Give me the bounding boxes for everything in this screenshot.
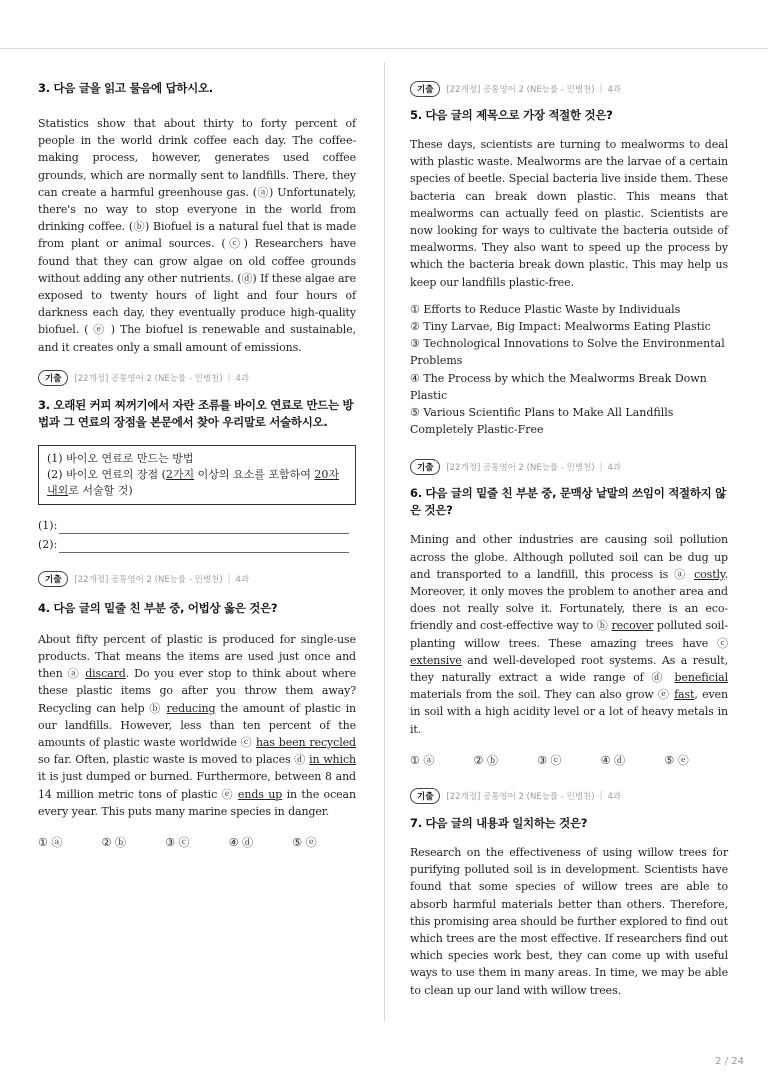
question-6-passage: Mining and other industries are causing soil pollution across the globe. Although polluted soil can be dug up and transported to a landfill, this process is ⓐ costly. Moreover, it only moves the problem to another area and does not really solve it. Fortunately, there is an eco-friendly and cost-effective way to ⓑ recover polluted soil-planting willow trees. These amazing trees have ⓒ extensive and well-developed root systems. As a result, they naturally extract a wide range of ⓓ beneficial materials from the soil. They can also grow ⓔ fast, even in soil with a high acidity level or a lot of heavy metals in it.	[410, 533, 728, 736]
source-lesson: 4과	[607, 84, 622, 95]
option[interactable]: ② ⓑ	[473, 753, 498, 767]
source-badge: 기출	[38, 370, 68, 386]
question-7-title: 7. 다음 글의 내용과 일치하는 것은?	[410, 815, 588, 830]
option[interactable]: ⑤ ⓔ	[292, 836, 317, 850]
header-rule	[0, 48, 768, 49]
option[interactable]: ⑤ ⓔ	[664, 753, 689, 767]
question-3b-source-tag: 기출 [22개정] 공통영어 2 (NE능률 - 민병천) | 4과	[38, 370, 356, 387]
question-6-options	[410, 752, 728, 768]
choice[interactable]: ④ The Process by which the Mealworms Break Down Plastic	[410, 371, 707, 402]
source-curriculum: [22개정] 공통영어 2 (NE능률 - 민병천)	[74, 374, 223, 385]
question-5-passage: These days, scientists are turning to mealworms to deal with plastic waste. Mealworms are the larvae of a certain species of beetle. Special bacteria live inside them. These bacteria can break down plastic. This means that mealworms can actually feed on plastic. Scientists are now looking for ways to cultivate the bacteria outside of mealworms. They also want to speed up the process by which the bacteria break down plastic. This may help us keep our landfills plastic-free.	[410, 138, 728, 289]
source-curriculum: [22개정] 공통영어 2 (NE능률 - 민병천)	[446, 84, 595, 95]
question-4-passage: About fifty percent of plastic is produced for single-use products. That means the items are used just once and then ⓐ discard. Do you ever stop to think about where these plastic items go after you throw them away? Recycling can help ⓑ reducing the amount of plastic in our landfills. However, less than ten percent of the amounts of plastic waste worldwide ⓒ has been recycled so far. Often, plastic waste is moved to places ⓓ in which it is just dumped or burned. Furthermore, between 8 and 14 million metric tons of plastic ⓔ ends up in the ocean every year. This puts many marine species in danger.	[38, 632, 356, 818]
source-lesson: 4과	[607, 462, 622, 473]
option[interactable]: ① ⓐ	[38, 836, 63, 850]
source-curriculum: [22개정] 공통영어 2 (NE능률 - 민병천)	[446, 462, 595, 473]
question-7-source-tag: 기출 [22개정] 공통영어 2 (NE능률 - 민병천) | 4과	[410, 788, 728, 805]
answer-condition-box	[38, 445, 356, 505]
source-badge: 기출	[410, 788, 440, 804]
option[interactable]: ③ ⓒ	[537, 753, 562, 767]
condition-line-1: (1) 바이오 연료로 만드는 방법	[47, 451, 194, 465]
question-3a-passage: Statistics show that about thirty to forty percent of people in the world drink coffee each day. The coffee-making process, however, generates used coffee grounds, which are normally sent to landfills. There, they can create a harmful greenhouse gas. (ⓐ) Unfortunately, there's no way to stop everyone in the world from drinking coffee. (ⓑ) Biofuel is a natural fuel that is made from plant or animal sources. (ⓒ) Researchers have found that they can grow algae on old coffee grounds without adding any other nutrients. (ⓓ) If these algae are exposed to twenty hours of light and four hours of darkness each day, they eventually produce high-quality biofuel. ( ⓔ ) The biofuel is renewable and sustainable, and it creates only a small amount of emissions.	[38, 117, 356, 354]
option[interactable]: ③ ⓒ	[165, 836, 190, 850]
question-3b-title: 3. 오래된 커피 찌꺼기에서 자란 조류를 바이오 연료로 만드는 방법과 그 연료의 장점을 본문에서 찾아 우리말로 서술하시오.	[38, 397, 354, 429]
condition-line-2: (2) 바이오 연료의 장점 (2가지 이상의 요소를 포함하여 20자 내외로 서술할 것)	[47, 467, 340, 497]
option[interactable]: ④ ⓓ	[228, 836, 254, 850]
source-badge: 기출	[410, 459, 440, 475]
page-number: 2 / 24	[715, 1056, 744, 1067]
source-lesson: 4과	[235, 374, 250, 385]
choice[interactable]: ⑤ Various Scientific Plans to Make All Landfills Completely Plastic-Free	[410, 406, 674, 437]
left-column	[38, 80, 356, 850]
source-lesson: 4과	[607, 792, 622, 803]
question-4-options	[38, 834, 356, 850]
choice[interactable]: ② Tiny Larvae, Big Impact: Mealworms Eating Plastic	[410, 320, 711, 334]
source-curriculum: [22개정] 공통영어 2 (NE능률 - 민병천)	[446, 792, 595, 803]
question-4-title: 4. 다음 글의 밑줄 친 부분 중, 어법상 옳은 것은?	[38, 600, 278, 615]
question-5-choices	[410, 301, 728, 439]
answer-blank-2[interactable]: (2):	[38, 536, 356, 553]
source-lesson: 4과	[235, 575, 250, 586]
question-3a-title: 3. 다음 글을 읽고 물음에 답하시오.	[38, 81, 213, 95]
right-column	[410, 80, 728, 999]
source-badge: 기출	[410, 81, 440, 97]
option[interactable]: ④ ⓓ	[600, 753, 626, 767]
choice[interactable]: ③ Technological Innovations to Solve the Environmental Problems	[410, 337, 725, 368]
question-5-title: 5. 다음 글의 제목으로 가장 적절한 것은?	[410, 108, 613, 122]
question-6-title: 6. 다음 글의 밑줄 친 부분 중, 문맥상 낱말의 쓰임이 적절하지 않은 것은?	[410, 486, 726, 518]
source-badge: 기출	[38, 571, 68, 587]
choice[interactable]: ① Efforts to Reduce Plastic Waste by Individuals	[410, 302, 681, 316]
option[interactable]: ① ⓐ	[410, 753, 435, 767]
source-curriculum: [22개정] 공통영어 2 (NE능률 - 민병천)	[74, 575, 223, 586]
question-7-passage: Research on the effectiveness of using willow trees for purifying polluted soil is in development. Scientists have found that some species of willow trees are able to absorb harmful materials better than others. Therefore, this promising area should be further explored to find out which trees are the most effective. If researchers find out which species work best, they can come up with useful ways to use them in many areas. In time, we may be able to clean up our land with willow trees.	[410, 845, 728, 997]
answer-blank-1[interactable]: (1):	[38, 517, 356, 534]
column-divider	[384, 62, 385, 1022]
question-4-source-tag: 기출 [22개정] 공통영어 2 (NE능률 - 민병천) | 4과	[38, 571, 356, 588]
question-6-source-tag: 기출 [22개정] 공통영어 2 (NE능률 - 민병천) | 4과	[410, 458, 728, 475]
question-5-source-tag: 기출 [22개정] 공통영어 2 (NE능률 - 민병천) | 4과	[410, 80, 728, 97]
option[interactable]: ② ⓑ	[101, 836, 126, 850]
